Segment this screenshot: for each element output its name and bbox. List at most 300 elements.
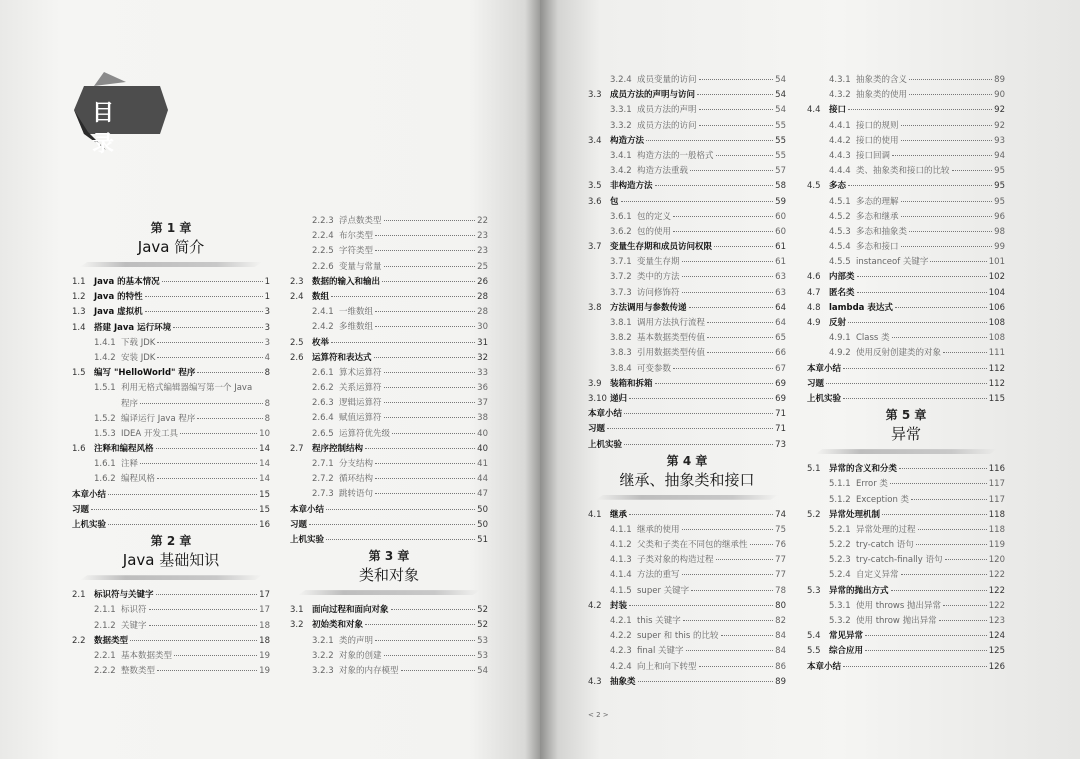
toc-entry-page: 122 <box>988 570 1005 581</box>
toc-entry[interactable] <box>588 438 786 453</box>
toc-entry-title: 内部类 <box>829 272 855 283</box>
toc-entry[interactable] <box>290 487 488 502</box>
toc-entry-number: 3.7.1 <box>610 257 632 268</box>
toc-entry-title: Java 虚拟机 <box>94 307 143 318</box>
dot-leader <box>149 625 258 626</box>
toc-entry-page: 67 <box>775 363 786 374</box>
toc-entry-title: 类、抽象类和接口的比较 <box>856 166 950 177</box>
toc-entry[interactable] <box>807 73 1005 88</box>
toc-entry[interactable] <box>588 660 786 675</box>
toc-entry[interactable] <box>807 523 1005 538</box>
toc-entry-title: 接口的规则 <box>856 120 899 131</box>
toc-entry[interactable] <box>807 240 1005 255</box>
toc-entry[interactable] <box>807 377 1005 392</box>
dot-leader <box>331 342 475 343</box>
toc-entry[interactable] <box>588 553 786 568</box>
toc-entry[interactable] <box>290 260 488 275</box>
toc-entry-number: 3.7.2 <box>610 272 632 283</box>
toc-entry[interactable] <box>72 305 270 320</box>
toc-entry[interactable] <box>588 523 786 538</box>
dot-leader <box>162 281 263 282</box>
toc-entry[interactable] <box>588 538 786 553</box>
toc-entry-page: 119 <box>988 540 1005 551</box>
dot-leader <box>952 170 993 171</box>
toc-entry[interactable] <box>588 362 786 377</box>
toc-entry-number: 3.8.4 <box>610 363 632 374</box>
dot-leader <box>707 322 773 323</box>
toc-entry-title: 接口 <box>829 105 847 116</box>
toc-entry[interactable] <box>588 599 786 614</box>
dot-leader <box>939 620 987 621</box>
dot-leader <box>843 398 987 399</box>
toc-entry-page: 8 <box>264 368 270 379</box>
toc-entry-page: 26 <box>477 276 488 287</box>
toc-entry[interactable] <box>807 331 1005 346</box>
chapter-title: Java 基础知识 <box>122 551 220 570</box>
toc-entry-page: 77 <box>775 570 786 581</box>
toc-entry[interactable] <box>588 407 786 422</box>
toc-entry[interactable] <box>290 618 488 633</box>
dot-leader <box>173 327 262 328</box>
chapter-number: 第 3 章 <box>368 549 410 564</box>
toc-entry[interactable] <box>588 270 786 285</box>
toc-entry[interactable] <box>290 336 488 351</box>
toc-entry-number: 2.1.1 <box>94 605 116 616</box>
toc-entry[interactable] <box>807 119 1005 134</box>
dot-leader <box>857 292 987 293</box>
toc-entry[interactable] <box>588 614 786 629</box>
toc-entry-number: 2.7 <box>290 443 304 454</box>
chapter-divider <box>80 262 262 267</box>
toc-entry[interactable] <box>72 503 270 518</box>
toc-entry[interactable] <box>588 392 786 407</box>
toc-entry-page: 17 <box>259 590 270 601</box>
dot-leader <box>682 574 774 575</box>
toc-entry-title: 包的使用 <box>637 226 672 237</box>
dot-leader <box>707 337 773 338</box>
toc-entry[interactable] <box>290 472 488 487</box>
dot-leader <box>690 170 773 171</box>
toc-entry[interactable] <box>72 336 270 351</box>
toc-entry[interactable] <box>807 316 1005 331</box>
dot-leader <box>655 185 774 186</box>
toc-entry-title: 枚举 <box>312 337 330 348</box>
toc-entry-page: 15 <box>259 504 270 515</box>
dot-leader <box>624 444 773 445</box>
toc-entry-title: Error 类 <box>856 479 888 490</box>
toc-entry[interactable] <box>807 614 1005 629</box>
toc-entry[interactable] <box>588 73 786 88</box>
toc-entry[interactable] <box>807 195 1005 210</box>
dot-leader <box>683 620 773 621</box>
toc-entry-title: 习题 <box>588 424 606 435</box>
toc-entry-number: 5.2.1 <box>829 524 851 535</box>
toc-entry-title: 多态 <box>829 181 847 192</box>
toc-entry-page: 92 <box>994 120 1005 131</box>
toc-entry[interactable] <box>588 255 786 270</box>
toc-entry[interactable] <box>588 422 786 437</box>
dot-leader <box>901 574 987 575</box>
toc-entry-page: 122 <box>988 585 1005 596</box>
toc-entry[interactable] <box>588 377 786 392</box>
toc-entry-page: 99 <box>994 242 1005 253</box>
toc-entry-title: Java 的特性 <box>94 292 143 303</box>
toc-entry-number: 4.5 <box>807 181 821 192</box>
toc-entry-page: 14 <box>259 474 270 485</box>
toc-entry[interactable] <box>290 396 488 411</box>
toc-entry-number: 5.3 <box>807 585 821 596</box>
toc-entry-number: 1.5 <box>72 368 86 379</box>
toc-entry-number: 2.6 <box>290 352 304 363</box>
toc-entry-page: 89 <box>994 75 1005 85</box>
toc-entry[interactable] <box>290 603 488 618</box>
toc-entry[interactable] <box>290 214 488 229</box>
toc-entry[interactable] <box>72 366 270 381</box>
dot-leader <box>943 352 987 353</box>
toc-entry[interactable] <box>290 457 488 472</box>
toc-entry-number: 2.5 <box>290 337 304 348</box>
toc-entry-page: 51 <box>477 534 488 545</box>
toc-entry-title: 习题 <box>72 504 90 515</box>
toc-entry[interactable] <box>588 149 786 164</box>
toc-entry[interactable] <box>588 644 786 659</box>
toc-entry[interactable] <box>72 619 270 634</box>
toc-entry-page: 50 <box>477 519 488 530</box>
toc-entry[interactable] <box>588 301 786 316</box>
dot-leader <box>629 605 773 606</box>
toc-entry[interactable] <box>290 518 488 533</box>
toc-entry[interactable] <box>72 290 270 305</box>
toc-entry-number: 1.5.2 <box>94 413 116 424</box>
dot-leader <box>699 109 774 110</box>
toc-entry-page: 3 <box>264 337 270 348</box>
toc-entry-page: 52 <box>477 605 488 616</box>
toc-entry-title: 本章小结 <box>72 489 107 500</box>
dot-leader <box>384 372 476 373</box>
toc-entry[interactable] <box>588 331 786 346</box>
toc-entry[interactable] <box>588 210 786 225</box>
toc-entry[interactable] <box>588 286 786 301</box>
toc-entry[interactable] <box>72 442 270 457</box>
toc-entry-title: 成员变量的访问 <box>637 75 697 85</box>
toc-entry[interactable] <box>588 134 786 149</box>
toc-entry[interactable] <box>290 411 488 426</box>
toc-entry[interactable] <box>807 301 1005 316</box>
toc-entry-page: 123 <box>988 616 1005 626</box>
toc-entry[interactable] <box>807 508 1005 523</box>
toc-entry[interactable] <box>807 538 1005 553</box>
toc-entry-number: 3.3 <box>588 90 602 101</box>
toc-entry[interactable] <box>807 255 1005 270</box>
dot-leader <box>365 448 475 449</box>
toc-entry-page: 69 <box>775 378 786 389</box>
toc-entry-title: 编译运行 Java 程序 <box>121 413 196 424</box>
toc-entry-number: 3.4.1 <box>610 150 632 161</box>
dot-leader <box>682 261 774 262</box>
toc-entry[interactable] <box>807 462 1005 477</box>
toc-entry[interactable] <box>72 588 270 603</box>
dot-leader <box>156 448 258 449</box>
toc-entry[interactable] <box>807 134 1005 149</box>
toc-entry[interactable] <box>290 275 488 290</box>
toc-entry-number: 5.1.2 <box>829 494 851 505</box>
toc-entry[interactable] <box>72 397 270 412</box>
toc-entry-number: 3.7 <box>588 242 602 253</box>
toc-entry-title: 构造方法的一般格式 <box>637 150 714 161</box>
toc-entry-page: 95 <box>994 196 1005 207</box>
toc-entry-number: 4.9.1 <box>829 333 851 344</box>
toc-entry-number: 2.7.1 <box>312 459 334 469</box>
toc-entry[interactable] <box>72 664 270 679</box>
dot-leader <box>945 559 987 560</box>
toc-entry-title: 数据类型 <box>94 635 129 646</box>
toc-entry-number: 5.3.1 <box>829 600 851 611</box>
toc-entry-title: 类的声明 <box>339 635 374 646</box>
dot-leader <box>918 529 987 530</box>
toc-entry[interactable] <box>807 225 1005 240</box>
toc-entry-title: 标识符与关键字 <box>94 590 154 601</box>
toc-entry[interactable] <box>588 568 786 583</box>
toc-entry[interactable] <box>290 290 488 305</box>
toc-entry[interactable] <box>290 366 488 381</box>
dot-leader <box>699 125 774 126</box>
chapter-heading <box>72 533 270 580</box>
toc-entry-page: 32 <box>477 352 488 363</box>
toc-entry-page: 44 <box>477 474 488 485</box>
toc-entry-page: 94 <box>994 150 1005 161</box>
toc-entry-title: 非构造方法 <box>610 181 653 192</box>
toc-entry[interactable] <box>72 381 270 396</box>
toc-entry[interactable] <box>290 533 488 548</box>
toc-entry-number: 1.3 <box>72 307 86 318</box>
toc-column-2 <box>290 214 488 679</box>
toc-entry-page: 115 <box>988 393 1005 404</box>
toc-entry[interactable] <box>588 225 786 240</box>
dot-leader <box>638 681 774 682</box>
toc-entry-page: 63 <box>775 287 786 298</box>
toc-entry-number: 1.4.1 <box>94 337 116 348</box>
toc-entry[interactable] <box>588 346 786 361</box>
toc-entry[interactable] <box>290 427 488 442</box>
toc-entry[interactable] <box>72 603 270 618</box>
toc-entry-title: 本章小结 <box>290 504 325 515</box>
toc-entry[interactable] <box>290 442 488 457</box>
toc-entry-title: 基本数据类型 <box>121 650 173 661</box>
toc-entry-title: 注释 <box>121 459 139 470</box>
toc-entry-title: 上机实验 <box>588 439 623 450</box>
dot-leader <box>375 250 475 251</box>
dot-leader <box>149 609 258 610</box>
toc-entry-page: 33 <box>477 367 488 378</box>
toc-entry-page: 64 <box>775 318 786 328</box>
toc-entry[interactable] <box>290 305 488 320</box>
dot-leader <box>326 509 475 510</box>
toc-entry-page: 71 <box>775 409 786 420</box>
toc-entry-title: 异常处理机制 <box>829 509 881 520</box>
toc-entry-page: 122 <box>988 600 1005 611</box>
toc-entry[interactable] <box>807 103 1005 118</box>
toc-entry-page: 102 <box>988 272 1005 283</box>
toc-entry[interactable] <box>72 321 270 336</box>
toc-entry[interactable] <box>807 493 1005 508</box>
toc-entry[interactable] <box>588 629 786 644</box>
toc-entry-title: 逻辑运算符 <box>339 398 382 409</box>
chapter-number: 第 2 章 <box>150 534 192 549</box>
toc-entry[interactable] <box>72 275 270 290</box>
toc-entry-title: 初始类和对象 <box>312 620 364 631</box>
toc-entry[interactable] <box>807 660 1005 675</box>
toc-entry[interactable] <box>290 320 488 335</box>
toc-entry[interactable] <box>588 584 786 599</box>
toc-entry-page: 40 <box>477 428 488 439</box>
toc-entry-number: 4.2.1 <box>610 616 632 626</box>
toc-entry[interactable] <box>72 427 270 442</box>
toc-entry[interactable] <box>588 103 786 118</box>
toc-entry-number: 2.2.5 <box>312 246 334 257</box>
toc-entry[interactable] <box>588 119 786 134</box>
toc-entry-title: 包 <box>610 196 619 207</box>
toc-entry[interactable] <box>588 675 786 690</box>
toc-entry-title: 对象的创建 <box>339 650 382 661</box>
dot-leader <box>911 499 987 500</box>
toc-entry-number: 4.1 <box>588 509 602 520</box>
toc-entry-page: 19 <box>259 650 270 661</box>
toc-entry-number: 1.1 <box>72 277 86 287</box>
dot-leader <box>882 514 987 515</box>
toc-entry[interactable] <box>807 553 1005 568</box>
toc-entry-number: 3.2.1 <box>312 635 334 646</box>
toc-entry[interactable] <box>807 477 1005 492</box>
toc-entry-title: 数组 <box>312 291 330 302</box>
toc-entry[interactable] <box>290 351 488 366</box>
toc-entry-page: 74 <box>775 509 786 520</box>
toc-entry[interactable] <box>807 392 1005 407</box>
toc-entry[interactable] <box>807 286 1005 301</box>
toc-entry[interactable] <box>588 195 786 210</box>
toc-entry-page: 84 <box>775 646 786 657</box>
toc-entry-page: 112 <box>988 363 1005 374</box>
toc-entry[interactable] <box>72 649 270 664</box>
toc-entry[interactable] <box>290 381 488 396</box>
toc-entry[interactable] <box>807 88 1005 103</box>
toc-entry-title: 异常处理的过程 <box>856 524 916 535</box>
dot-leader <box>848 109 992 110</box>
toc-entry-number: 4.9 <box>807 318 821 328</box>
toc-entry[interactable] <box>588 508 786 523</box>
toc-entry-number: 5.1.1 <box>829 479 851 490</box>
toc-entry[interactable] <box>72 472 270 487</box>
toc-entry[interactable] <box>588 240 786 255</box>
toc-entry-page: 55 <box>775 120 786 131</box>
toc-entry[interactable] <box>72 351 270 366</box>
toc-entry-number: 5.4 <box>807 631 821 642</box>
toc-entry[interactable] <box>807 210 1005 225</box>
dot-leader <box>673 368 773 369</box>
toc-entry-number: 5.2.3 <box>829 555 851 566</box>
toc-entry-title: 下载 JDK <box>121 337 156 348</box>
toc-entry[interactable] <box>72 457 270 472</box>
toc-entry[interactable] <box>290 229 488 244</box>
toc-entry-number: 4.5.2 <box>829 211 851 222</box>
toc-entry-page: 53 <box>477 635 488 646</box>
dot-leader <box>865 635 987 636</box>
toc-entry[interactable] <box>807 149 1005 164</box>
toc-entry-number: 4.4.3 <box>829 150 851 161</box>
dot-leader <box>892 337 987 338</box>
toc-entry[interactable] <box>807 599 1005 614</box>
toc-entry[interactable] <box>72 488 270 503</box>
toc-entry[interactable] <box>588 164 786 179</box>
toc-entry[interactable] <box>588 316 786 331</box>
toc-entry-page: 3 <box>264 322 270 333</box>
toc-entry[interactable] <box>290 503 488 518</box>
toc-entry[interactable] <box>807 346 1005 361</box>
toc-entry-title: 继承的使用 <box>637 524 680 535</box>
toc-entry-number: 3.2 <box>290 620 304 631</box>
dot-leader <box>607 428 773 429</box>
toc-entry-title: 成员方法的声明与访问 <box>610 90 696 101</box>
toc-entry-number: 2.4.2 <box>312 322 334 333</box>
toc-entry-page: 54 <box>775 90 786 101</box>
toc-entry-page: 57 <box>775 166 786 177</box>
chapter-title: 类和对象 <box>358 566 419 585</box>
dot-leader <box>157 342 262 343</box>
toc-entry-page: 61 <box>775 257 786 268</box>
toc-entry[interactable] <box>807 362 1005 377</box>
toc-entry[interactable] <box>807 179 1005 194</box>
toc-entry-page: 4 <box>264 352 270 363</box>
toc-entry-page: 106 <box>988 302 1005 313</box>
toc-entry-number: 4.6 <box>807 272 821 283</box>
toc-entry-number: 4.2.3 <box>610 646 632 657</box>
dot-leader <box>686 650 774 651</box>
toc-entry[interactable] <box>72 634 270 649</box>
toc-entry[interactable] <box>72 518 270 533</box>
toc-entry-title: 本章小结 <box>807 363 842 374</box>
toc-entry[interactable] <box>290 664 488 679</box>
toc-entry-title: 访问修饰符 <box>637 287 680 298</box>
toc-entry[interactable] <box>290 649 488 664</box>
toc-entry-number: 3.6.2 <box>610 226 632 237</box>
toc-entry-page: 104 <box>988 287 1005 298</box>
toc-entry[interactable] <box>807 164 1005 179</box>
toc-entry[interactable] <box>588 88 786 103</box>
toc-entry-number: 5.3.2 <box>829 616 851 626</box>
toc-entry-title: 抽象类的含义 <box>856 75 908 85</box>
toc-entry-page: 40 <box>477 443 488 454</box>
toc-entry-title: 继承 <box>610 509 628 520</box>
toc-entry[interactable] <box>807 629 1005 644</box>
toc-entry[interactable] <box>588 179 786 194</box>
toc-entry[interactable] <box>807 584 1005 599</box>
dot-leader <box>750 544 774 545</box>
toc-entry-number: 3.10 <box>588 393 607 404</box>
dot-leader <box>375 478 475 479</box>
toc-entry-title: Exception 类 <box>856 494 910 505</box>
toc-entry[interactable] <box>72 412 270 427</box>
toc-entry[interactable] <box>290 244 488 259</box>
dot-leader <box>157 670 257 671</box>
chapter-title: Java 简介 <box>137 238 205 256</box>
toc-entry[interactable] <box>807 644 1005 659</box>
dot-leader <box>901 216 993 217</box>
toc-entry[interactable] <box>290 634 488 649</box>
toc-entry-title: 接口回调 <box>856 150 891 161</box>
toc-entry[interactable] <box>807 568 1005 583</box>
toc-entry-number: 4.4.1 <box>829 120 851 131</box>
toc-entry[interactable] <box>807 270 1005 285</box>
dot-leader <box>848 185 992 186</box>
